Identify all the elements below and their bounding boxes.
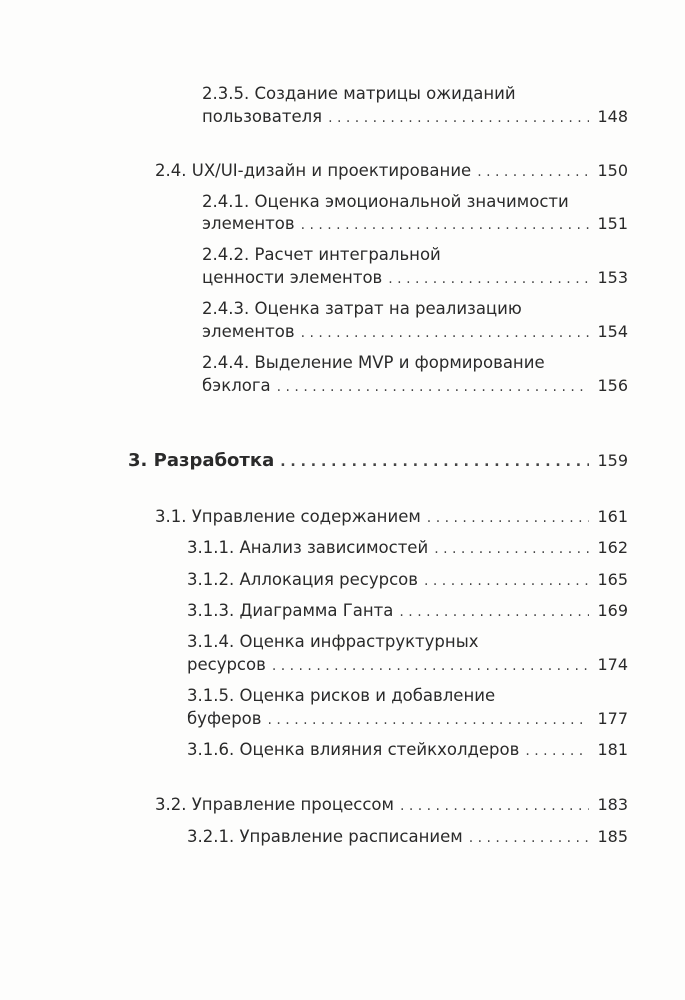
toc-entry-3-1-3[interactable]: [187, 601, 628, 622]
toc-page-number: 148: [597, 107, 628, 126]
toc-entry-3-2-1[interactable]: [187, 827, 628, 848]
dot-leader: [268, 710, 590, 730]
toc-entry-2-4-4[interactable]: [202, 376, 628, 397]
toc-title-continuation: ресурсов: [187, 655, 266, 674]
toc-entry-3-1-4[interactable]: [187, 655, 628, 676]
toc-title-text: UX/UI-дизайн и проектирование: [191, 161, 472, 180]
toc-title: [187, 538, 428, 558]
dot-leader: [434, 539, 589, 559]
toc-number: 3.2.1.: [187, 827, 235, 846]
toc-page-number: 169: [597, 601, 628, 620]
toc-title: [187, 740, 519, 760]
toc-title: Создание матрицы ожиданий: [254, 84, 516, 103]
dot-leader: [328, 108, 589, 128]
toc-entry-2-4-3[interactable]: [202, 322, 628, 343]
toc-title-text: Управление расписанием: [239, 827, 463, 846]
toc-number: 2.4.1.: [202, 192, 250, 211]
toc-page-number: 181: [597, 740, 628, 759]
toc-entry-2-4-4-first-line: [202, 353, 545, 373]
dot-leader: [277, 377, 590, 397]
toc-number: 2.4.: [155, 161, 187, 180]
toc-page-number: 150: [597, 161, 628, 180]
toc-number: 3.1.3.: [187, 601, 235, 620]
dot-leader: [280, 452, 589, 472]
toc-title: [187, 601, 393, 621]
toc-chapter-3[interactable]: [128, 451, 628, 472]
toc-entry-2-3-5-first-line: [202, 84, 516, 104]
toc-page-number: 162: [597, 538, 628, 557]
toc-title: Расчет интегральной: [254, 245, 441, 264]
toc-page-number: 183: [597, 795, 628, 814]
chapter-title: [128, 451, 274, 471]
toc-entry-2-4-3-first-line: [202, 299, 522, 319]
toc-title-text: Управление процессом: [191, 795, 394, 814]
toc-title-continuation: бэклога: [202, 376, 271, 395]
dot-leader: [424, 571, 589, 591]
toc-page-number: 151: [597, 214, 628, 233]
dot-leader: [388, 269, 589, 289]
toc-page-number: 177: [597, 709, 628, 728]
toc-number: 3.1.: [155, 507, 187, 526]
toc-entry-3-1-2[interactable]: [187, 570, 628, 591]
toc-title-text: Аллокация ресурсов: [239, 570, 418, 589]
toc-title: Оценка инфраструктурных: [239, 632, 479, 651]
dot-leader: [399, 602, 589, 622]
dot-leader: [301, 215, 590, 235]
toc-page-number: 185: [597, 827, 628, 846]
toc-title: [155, 507, 421, 527]
dot-leader: [525, 741, 589, 761]
toc-title-text: Оценка влияния стейкхолдеров: [239, 740, 520, 759]
toc-number: 2.3.5.: [202, 84, 250, 103]
toc-title: Выделение MVP и формирование: [254, 353, 545, 372]
toc-entry-2-4-2[interactable]: [202, 268, 628, 289]
toc-title: Оценка эмоциональной значимости: [254, 192, 569, 211]
toc-title: [187, 827, 463, 847]
toc-entry-2-3-5[interactable]: [202, 107, 628, 128]
toc-number: 2.4.3.: [202, 299, 250, 318]
toc-title-continuation: ценности элементов: [202, 268, 383, 287]
dot-leader: [400, 796, 590, 816]
toc-title-continuation: буферов: [187, 709, 262, 728]
dot-leader: [427, 508, 590, 528]
toc-title-continuation: пользователя: [202, 107, 323, 126]
toc-page-number: 159: [597, 451, 628, 470]
chapter-title-text: Разработка: [153, 450, 275, 471]
toc-title: Оценка рисков и добавление: [239, 686, 496, 705]
toc-entry-3-1-1[interactable]: [187, 538, 628, 559]
toc-title: Оценка затрат на реализацию: [254, 299, 522, 318]
dot-leader: [477, 162, 589, 182]
toc-title: [187, 570, 418, 590]
dot-leader: [272, 656, 590, 676]
toc-title-continuation: элементов: [202, 214, 295, 233]
toc-page-number: 165: [597, 570, 628, 589]
toc-number: 3.2.: [155, 795, 187, 814]
toc-title-text: Анализ зависимостей: [239, 538, 429, 557]
toc-entry-2-4-1-first-line: [202, 192, 569, 212]
toc-number: 3.1.1.: [187, 538, 235, 557]
toc-page-number: 153: [597, 268, 628, 287]
toc-entry-2-4-1[interactable]: [202, 214, 628, 235]
toc-page-number: 174: [597, 655, 628, 674]
chapter-number: 3.: [128, 450, 148, 471]
toc-entry-2-4[interactable]: [155, 161, 628, 182]
toc-number: 3.1.4.: [187, 632, 235, 651]
toc-title-continuation: элементов: [202, 322, 295, 341]
toc-title-text: Управление содержанием: [191, 507, 421, 526]
toc-number: 3.1.2.: [187, 570, 235, 589]
toc-entry-3-1[interactable]: [155, 507, 628, 528]
toc-entry-3-1-6[interactable]: [187, 740, 628, 761]
toc-entry-3-2[interactable]: [155, 795, 628, 816]
dot-leader: [469, 828, 590, 848]
toc-number: 3.1.6.: [187, 740, 235, 759]
toc-entry-2-4-2-first-line: [202, 245, 441, 265]
toc-page-number: 161: [597, 507, 628, 526]
toc-number: 2.4.4.: [202, 353, 250, 372]
toc-entry-3-1-5[interactable]: [187, 709, 628, 730]
toc-title-text: Диаграмма Ганта: [239, 601, 394, 620]
toc-entry-3-1-5-first-line: [187, 686, 495, 706]
toc-number: 2.4.2.: [202, 245, 250, 264]
toc-page-number: 156: [597, 376, 628, 395]
toc-number: 3.1.5.: [187, 686, 235, 705]
toc-entry-3-1-4-first-line: [187, 632, 479, 652]
toc-title: [155, 795, 394, 815]
toc-page-number: 154: [597, 322, 628, 341]
toc-title: [155, 161, 471, 181]
dot-leader: [301, 323, 590, 343]
